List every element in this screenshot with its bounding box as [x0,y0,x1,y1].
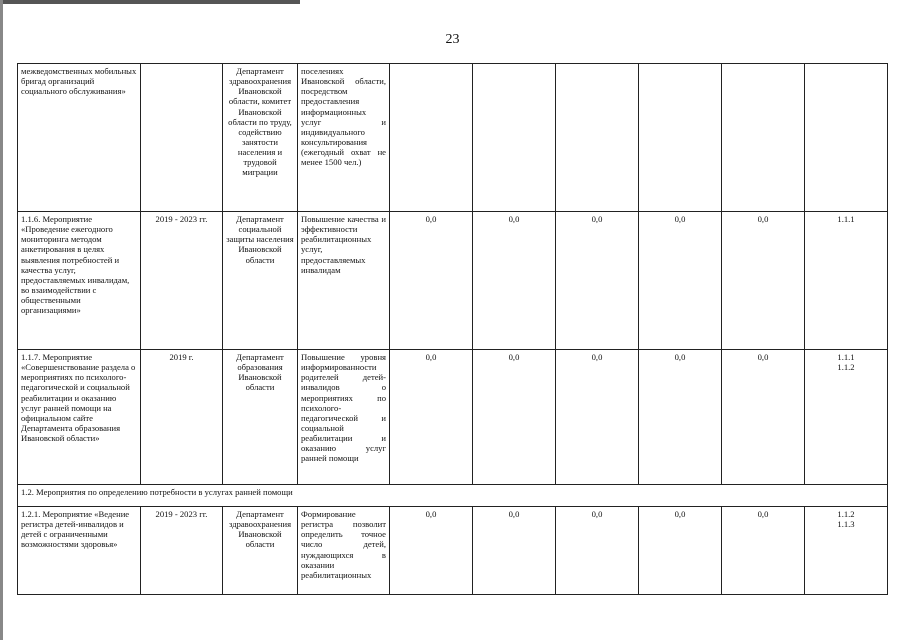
table-row [18,212,888,350]
value-cell [390,64,473,212]
table-row [18,350,888,485]
page-number: 23 [445,32,460,47]
period-cell: 2019 - 2023 гг. [141,507,223,595]
indicator-cell: 1.1.1 1.1.2 [805,350,888,485]
value-cell: 0,0 [639,350,722,485]
scan-edge-top [0,0,300,4]
indicator-cell: 1.1.1 [805,212,888,350]
scan-edge-left [0,0,3,640]
value-cell: 0,0 [639,507,722,595]
value-cell [722,64,805,212]
value-cell: 0,0 [722,350,805,485]
indicator-cell [805,64,888,212]
value-cell: 0,0 [473,212,556,350]
section-row [18,485,888,507]
result-cell: поселениях Ивановской области, посредством предоставления информационных услуг и индивидуального консультирования (ежегодный охват не менее 1500 чел.) [298,64,390,212]
period-cell: 2019 - 2023 гг. [141,212,223,350]
executor-cell: Департамент образования Ивановской области [223,350,298,485]
activities-table [17,63,888,595]
value-cell: 0,0 [390,507,473,595]
result-cell: Повышение уровня информированности родителей детей-инвалидов о мероприятиях по психолого-педагогической и социальной реабилитации и оказанию услуг ранней помощи [298,350,390,485]
executor-cell: Департамент здравоохранения Ивановской области [223,507,298,595]
result-cell: Повышение качества и эффективности реабилитационных услуг, предоставляемых инвалидам [298,212,390,350]
value-cell: 0,0 [722,212,805,350]
value-cell [473,64,556,212]
value-cell: 0,0 [556,350,639,485]
value-cell: 0,0 [639,212,722,350]
table-row [18,64,888,212]
value-cell: 0,0 [473,507,556,595]
value-cell: 0,0 [556,212,639,350]
executor-cell: Департамент здравоохранения Ивановской области, комитет Ивановской области по труду, содействию занятости населения и трудовой миграции [223,64,298,212]
value-cell: 0,0 [390,212,473,350]
event-cell: 1.2.1. Мероприятие «Ведение регистра детей-инвалидов и детей с ограниченными возможностями здоровья» [18,507,141,595]
value-cell: 0,0 [473,350,556,485]
section-title: 1.2. Мероприятия по определению потребности в услугах ранней помощи [18,485,888,507]
value-cell: 0,0 [556,507,639,595]
period-cell [141,64,223,212]
event-cell: 1.1.7. Мероприятие «Совершенствование раздела о мероприятиях по психолого-педагогической и социальной реабилитации и оказанию услуг ранней помощи на официальном сайте Департамента образования Ивановской области» [18,350,141,485]
event-cell: 1.1.6. Мероприятие «Проведение ежегодного мониторинга методом анкетирования в целях выявления потребностей и качества услуг, предоставляемых инвалидам, во взаимодействии с общественными организациями» [18,212,141,350]
value-cell [639,64,722,212]
value-cell: 0,0 [722,507,805,595]
period-cell: 2019 г. [141,350,223,485]
value-cell [556,64,639,212]
value-cell: 0,0 [390,350,473,485]
executor-cell: Департамент социальной защиты населения Ивановской области [223,212,298,350]
event-cell: межведомственных мобильных бригад организаций социального обслуживания» [18,64,141,212]
result-cell: Формирование регистра позволит определить точное число детей, нуждающихся в оказании реабилитационных [298,507,390,595]
indicator-cell: 1.1.2 1.1.3 [805,507,888,595]
table-row [18,507,888,595]
